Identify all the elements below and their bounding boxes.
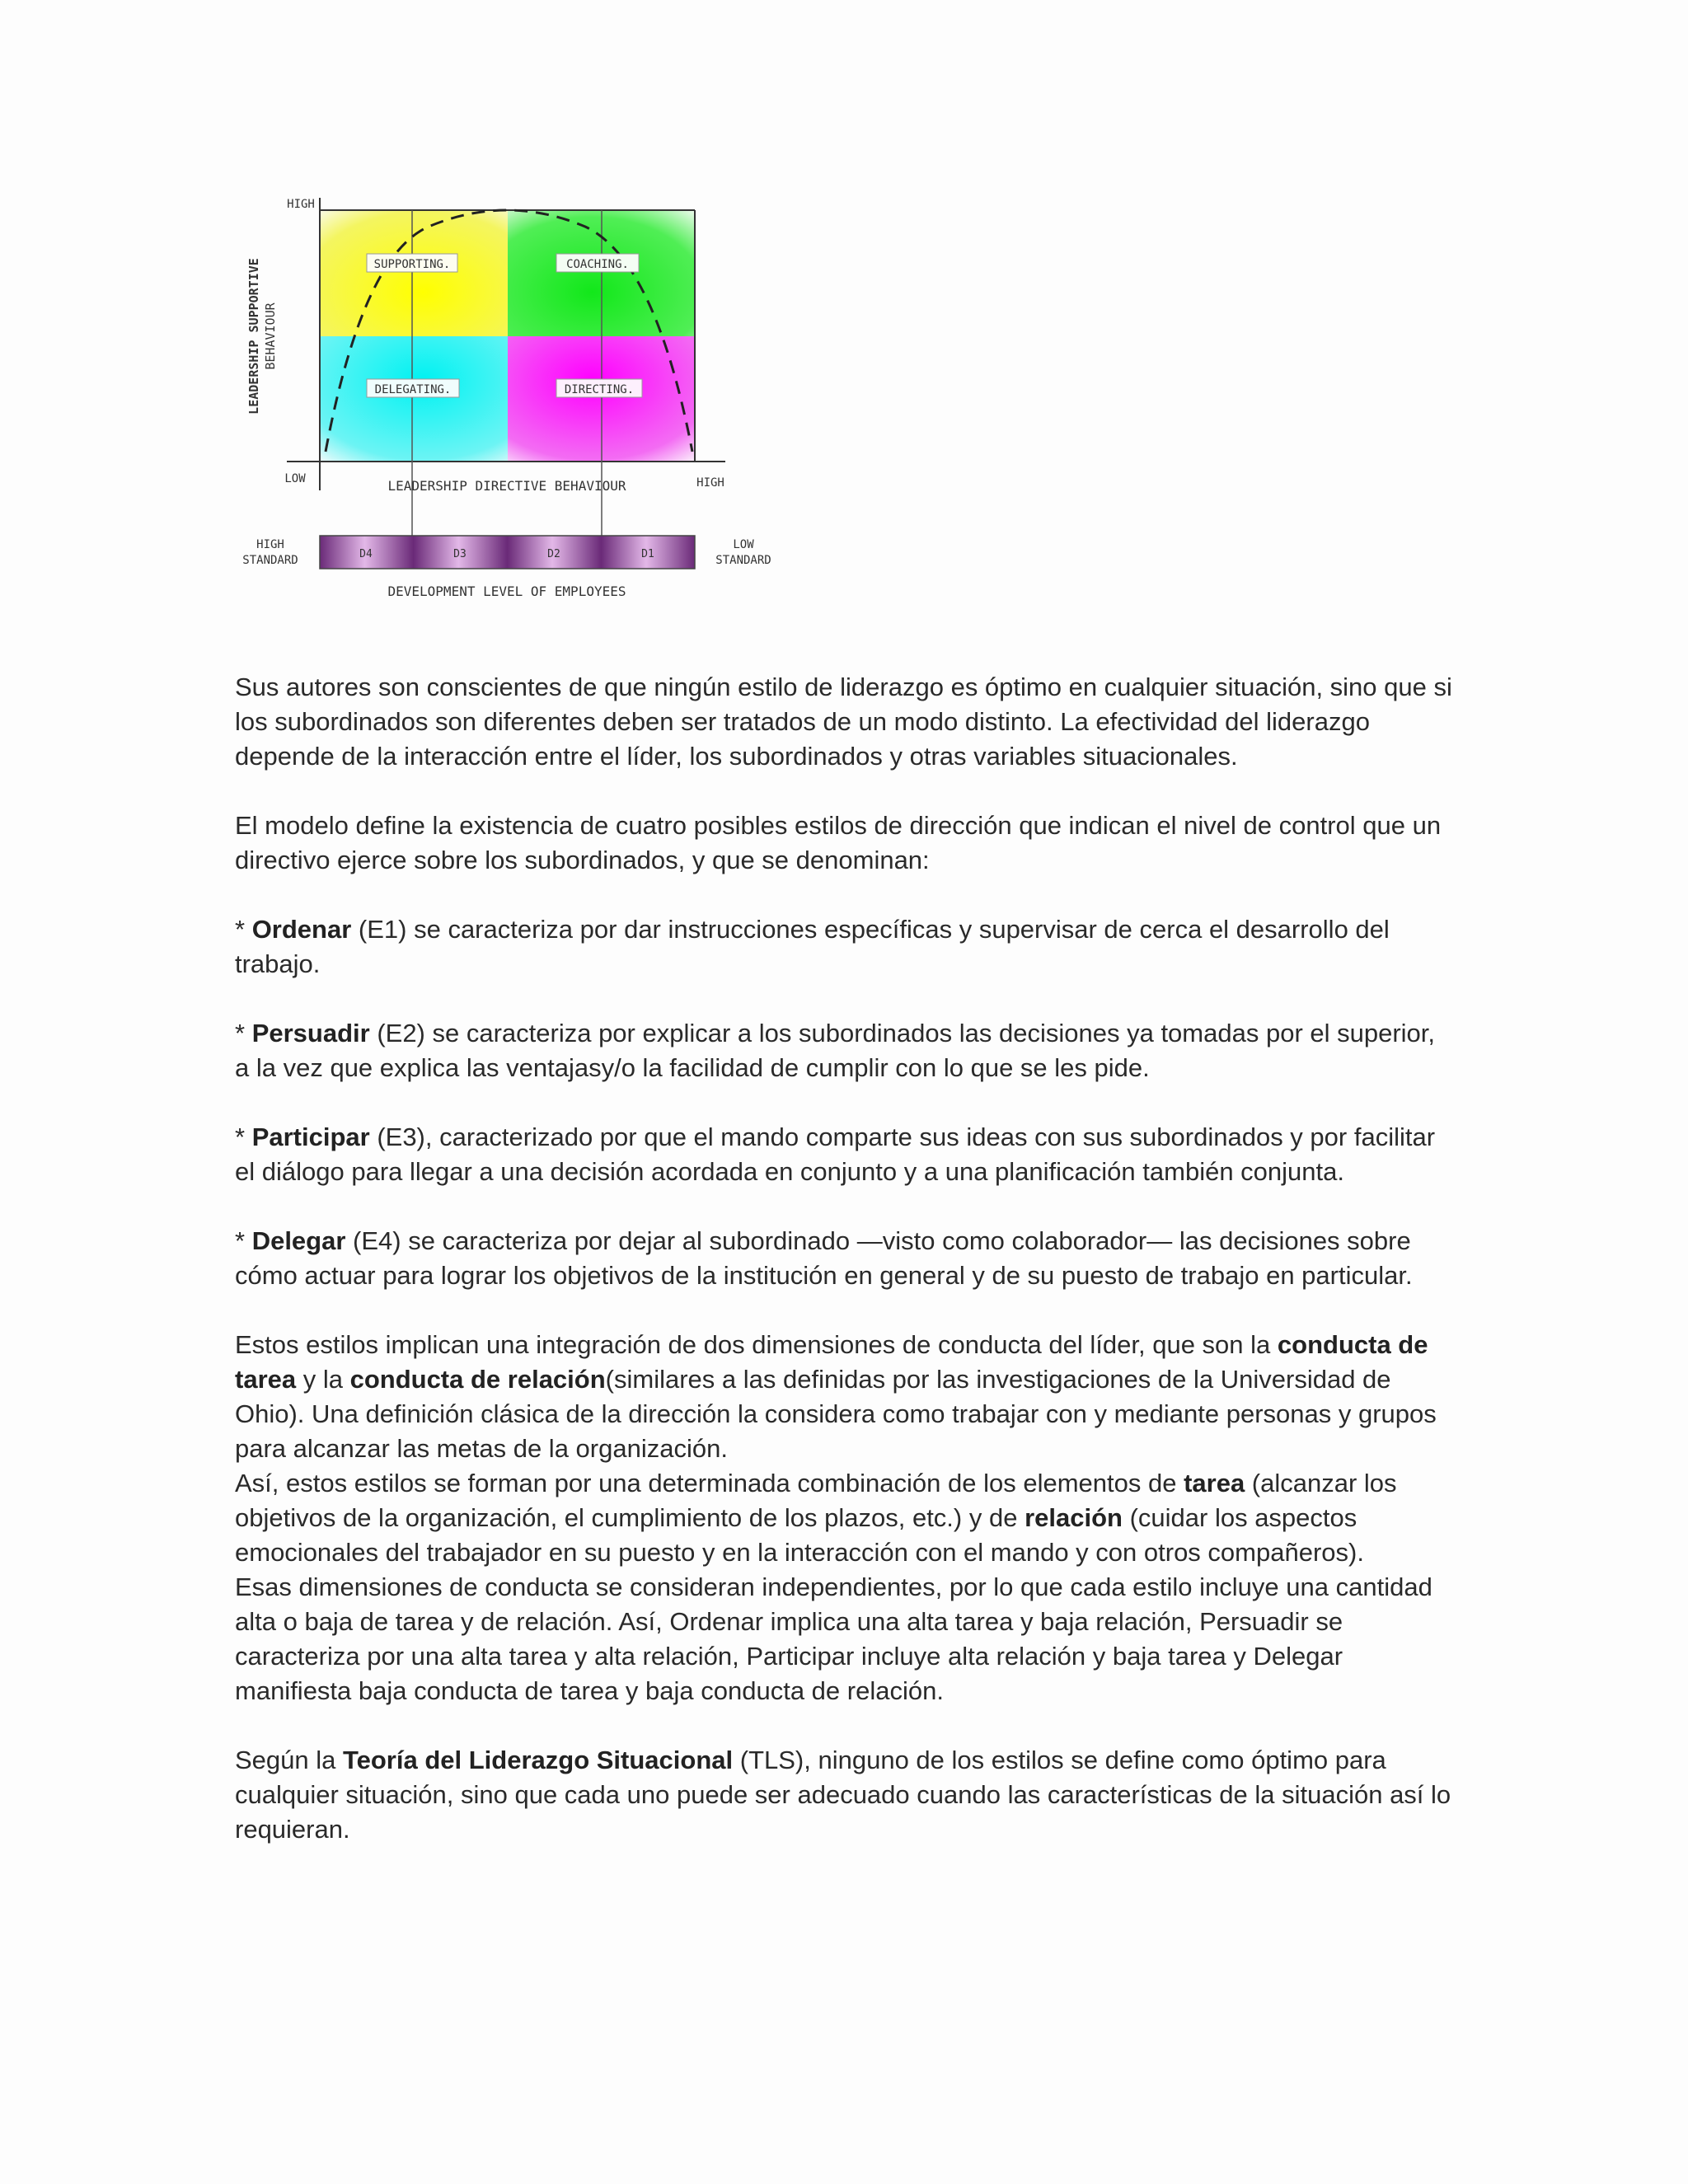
- paragraph-intro: Sus autores son conscientes de que ningún estilo de liderazgo es óptimo en cualquier situación, sino que si los subordinados son diferentes deben ser tratados de un modo distinto. La efectividad del liderazgo depende de la interacción entre el líder, los subordinados y otras variables situacionales.: [235, 673, 1452, 771]
- y-high-label: HIGH: [287, 198, 315, 211]
- paragraph-independent: Esas dimensiones de conducta se consideran independientes, por lo que cada estilo incluye una cantidad alta o baja de tarea y de relación. Así, Ordenar implica una alta tarea y baja relación, Persuadir se caracteriza por una alta tarea y alta relación, Participar incluye alta relación y baja tarea y Delegar manifiesta baja conducta de tarea y baja conducta de relación.: [235, 1572, 1432, 1705]
- low-standard-label-1: LOW: [733, 538, 754, 551]
- bullet-persuadir: * Persuadir (E2) se caracteriza por explicar a los subordinados las decisiones ya tomadas por el superior, a la vez que explica las ventajasy/o la facilidad de cumplir con lo que se les pide.: [235, 1019, 1436, 1082]
- leadership-model-diagram: [231, 190, 791, 610]
- level-d3: D3: [453, 548, 467, 560]
- document-body: [235, 670, 1455, 1882]
- high-standard-label-1: HIGH: [256, 538, 284, 551]
- supporting-label: SUPPORTING.: [373, 258, 451, 271]
- development-bar: [320, 536, 695, 569]
- level-d2: D2: [547, 548, 560, 560]
- paragraph-tls: Según la Teoría del Liderazgo Situacional (TLS), ninguno de los estilos se define como óptimo para cualquier situación, sino que cada uno puede ser adecuado cuando las características de la situación así lo requieran.: [235, 1746, 1451, 1844]
- level-d1: D1: [641, 548, 654, 560]
- delegating-quadrant: [320, 336, 508, 462]
- bullet-ordenar: * Ordenar (E1) se caracteriza por dar instrucciones específicas y supervisar de cerca el desarrollo del trabajo.: [235, 915, 1390, 978]
- x-high-label: HIGH: [696, 476, 724, 490]
- supporting-quadrant: [320, 210, 508, 336]
- low-standard-label-2: STANDARD: [715, 554, 771, 567]
- y-axis-title-1: LEADERSHIP SUPPORTIVE: [246, 258, 261, 415]
- delegating-label: DELEGATING.: [374, 383, 452, 396]
- directing-label: DIRECTING.: [564, 383, 635, 396]
- paragraph-combination: Así, estos estilos se forman por una determinada combinación de los elementos de tarea (alcanzar los objetivos de la organización, el cumplimiento de los plazos, etc.) y de relación (cuidar los aspectos emocionales del trabajador en su puesto y en la interacción con el mando y con otros compañeros).: [235, 1469, 1397, 1567]
- y-axis-title-2: BEHAVIOUR: [263, 302, 278, 370]
- bullet-delegar: * Delegar (E4) se caracteriza por dejar al subordinado —visto como colaborador— las decisiones sobre cómo actuar para lograr los objetivos de la institución en general y de su puesto de trabajo en particular.: [235, 1226, 1413, 1290]
- high-standard-label-2: STANDARD: [242, 554, 298, 567]
- development-level-title: DEVELOPMENT LEVEL OF EMPLOYEES: [387, 583, 626, 599]
- y-low-label: LOW: [284, 472, 306, 485]
- paragraph-dimensions: Estos estilos implican una integración de dos dimensiones de conducta del líder, que son la conducta de tarea y la conducta de relación(similares a las definidas por las investigaciones de la Universidad de Ohio). Una definición clásica de la dirección la considera como trabajar con y mediante personas y grupos para alcanzar las metas de la organización.: [235, 1330, 1437, 1463]
- coaching-label: COACHING.: [566, 258, 629, 271]
- x-axis-title: LEADERSHIP DIRECTIVE BEHAVIOUR: [387, 478, 626, 494]
- bullet-participar: * Participar (E3), caracterizado por que el mando comparte sus ideas con sus subordinados y por facilitar el diálogo para llegar a una decisión acordada en conjunto y a una planificación también conjunta.: [235, 1122, 1436, 1186]
- paragraph-model: El modelo define la existencia de cuatro posibles estilos de dirección que indican el nivel de control que un directivo ejerce sobre los subordinados, y que se denominan:: [235, 811, 1442, 874]
- level-d4: D4: [359, 548, 373, 560]
